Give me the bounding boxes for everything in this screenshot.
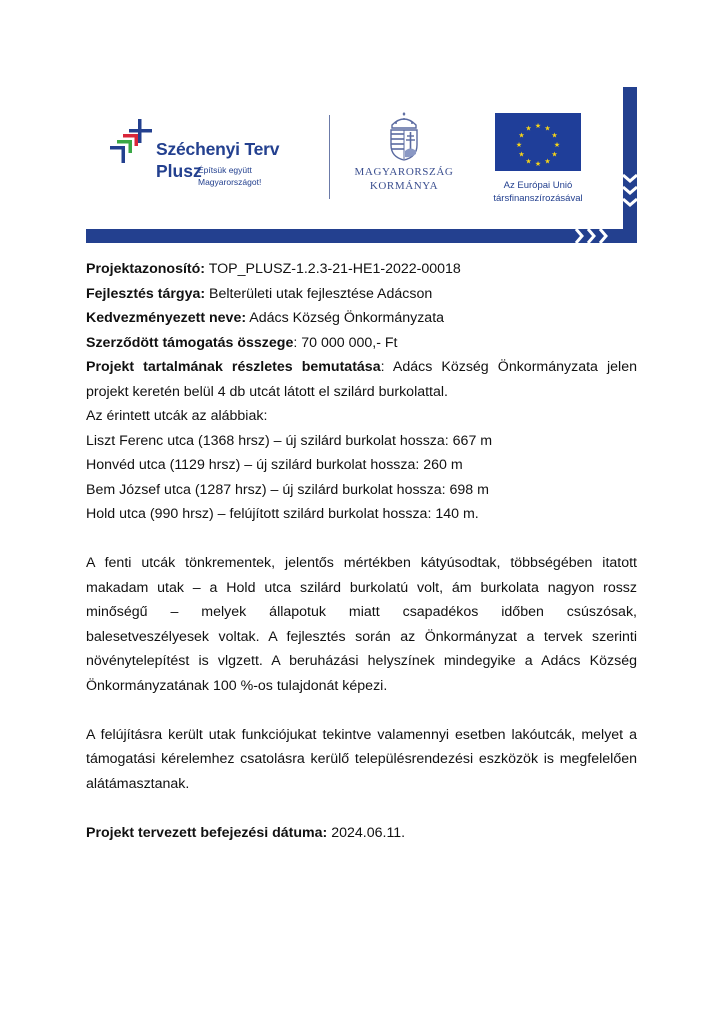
svg-text:★: ★ <box>525 158 532 166</box>
chevrons-down-icon <box>622 169 638 215</box>
szechenyi-cross-icon <box>110 119 156 165</box>
szechenyi-plus: Plusz <box>156 161 202 181</box>
paragraph1-line: makadam utak – a Hold utca szilárd burkolatú volt, ám burkolata nagyon rossz <box>86 579 637 596</box>
beneficiary-label: Kedvezményezett neve: <box>86 310 247 326</box>
paragraph2-line: támogatási kérelemhez csatolásra kerülő településrendezési eszközök is megfelelően <box>86 751 637 767</box>
paragraph1-line: Önkormányzatának 100 %-os tulajdonát képezi. <box>86 677 388 694</box>
street-item: Liszt Ferenc utca (1368 hrsz) – új szilárd burkolat hossza: 667 m <box>86 432 493 449</box>
svg-text:★: ★ <box>534 161 542 168</box>
svg-text:★: ★ <box>553 142 561 149</box>
project-id-row <box>86 257 637 282</box>
header-vertical-bar <box>623 87 637 243</box>
svg-text:★: ★ <box>534 123 542 130</box>
subject-value: Belterületi utak fejlesztése Adácson <box>209 285 433 302</box>
paragraph1-line: minőségű – melyek állapotuk miatt csapadékos időben csúszósak, <box>86 604 637 620</box>
grant-amount-value: 70 000 000,- Ft <box>301 334 398 351</box>
description-label: Projekt tartalmának részletes bemutatása <box>86 359 381 375</box>
completion-label: Projekt tervezett befejezési dátuma: <box>86 824 328 841</box>
completion-value: 2024.06.11. <box>331 824 406 841</box>
paragraph1-line: A fenti utcák tönkrementek, jelentős mértékben kátyúsodtak, többségében itatott <box>86 555 637 571</box>
svg-text:★: ★ <box>518 132 525 140</box>
eu-line-2: társfinanszírozásával <box>493 193 583 204</box>
svg-text:★: ★ <box>544 125 551 133</box>
spacer <box>86 527 637 552</box>
grant-amount-colon: : <box>293 334 298 351</box>
chevrons-right-icon <box>572 228 618 244</box>
street-item: Hold utca (990 hrsz) – felújított szilárd burkolat hossza: 140 m. <box>86 506 479 522</box>
beneficiary-row <box>86 306 637 331</box>
hungarian-government-logo <box>344 111 464 211</box>
spacer <box>86 796 637 821</box>
funding-header-banner <box>86 87 637 244</box>
project-id-value: TOP_PLUSZ-1.2.3-21-HE1-2022-00018 <box>208 261 461 277</box>
subject-label: Fejlesztés tárgya: <box>86 285 206 302</box>
svg-text:★: ★ <box>525 125 532 133</box>
slogan-line-2: Magyarországot! <box>198 177 262 187</box>
subject-row <box>86 282 637 307</box>
svg-text:★: ★ <box>518 151 525 159</box>
grant-amount-row <box>86 331 637 356</box>
beneficiary-value: Adács Község Önkormányzata <box>249 310 445 326</box>
hungarian-coat-of-arms-icon <box>386 111 422 161</box>
government-name <box>344 165 464 193</box>
document-body <box>86 257 637 845</box>
svg-text:★: ★ <box>551 151 558 159</box>
eu-flag-icon <box>495 113 581 171</box>
description-text: Adács Község Önkormányzata jelen <box>392 359 637 375</box>
logo-divider <box>329 115 330 199</box>
szechenyi-title: Széchenyi Terv <box>156 139 280 159</box>
description-line-3: Az érintett utcák az alábbiak: <box>86 408 268 424</box>
spacer <box>86 698 637 723</box>
paragraph2-line: alátámasztanak. <box>86 775 190 792</box>
eu-line-1: Az Európai Unió <box>503 180 573 191</box>
street-item: Bem József utca (1287 hrsz) – új szilárd burkolat hossza: 698 m <box>86 481 489 498</box>
header-horizontal-bar <box>86 229 637 243</box>
project-id-label: Projektazonosító: <box>86 261 206 277</box>
szechenyi-terv-plusz-logo <box>110 119 310 199</box>
svg-text:★: ★ <box>515 142 523 149</box>
completion-row <box>86 821 637 846</box>
street-item: Honvéd utca (1129 hrsz) – új szilárd burkolat hossza: 260 m <box>86 457 463 473</box>
grant-amount-label: Szerződött támogatás összege <box>86 334 294 351</box>
svg-text:★: ★ <box>551 132 558 140</box>
government-line-1: MAGYARORSZÁG <box>354 166 454 178</box>
government-line-2: KORMÁNYA <box>369 180 439 192</box>
description-colon: : <box>380 359 385 375</box>
svg-text:★: ★ <box>544 158 551 166</box>
description-first-line <box>86 355 637 380</box>
paragraph1-line: balesetveszélyesek voltak. A fejlesztés során az Önkormányzat a tervek szerinti <box>86 628 637 645</box>
eu-caption <box>481 179 595 205</box>
slogan-line-1: Építsük együtt <box>198 165 252 175</box>
paragraph1-line: növénytelepítést is vlgzett. A beruházási helyszínek mindegyike a Adács Község <box>86 653 637 669</box>
eu-cofinancing-logo <box>481 113 631 213</box>
description-line-2: projekt keretén belül 4 db utcát látott el szilárd burkolattal. <box>86 383 448 400</box>
szechenyi-slogan <box>198 164 261 188</box>
paragraph2-line: A felújításra került utak funkciójukat tekintve valamennyi esetben lakóutcák, melyet a <box>86 726 637 743</box>
